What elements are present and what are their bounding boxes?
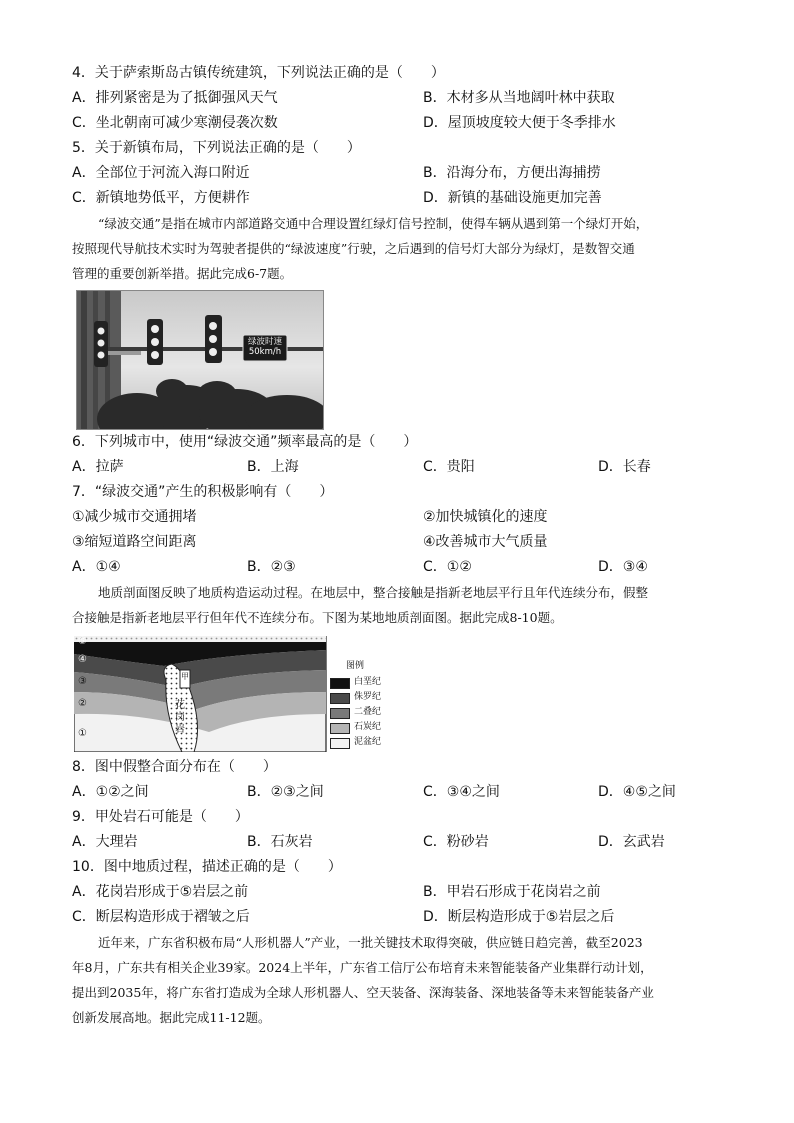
- legend-label-5: 泥盆纪: [354, 737, 382, 747]
- layer-label-2: ②: [78, 698, 87, 709]
- q9-option-a[interactable]: A．大理岩: [72, 834, 138, 850]
- q4-option-a[interactable]: A．排列紧密是为了抵御强风天气: [72, 90, 278, 106]
- q9-stem: 9．甲处岩石可能是（ ）: [72, 809, 249, 825]
- q10-stem: 10．图中地质过程，描述正确的是（ ）: [72, 859, 342, 875]
- sign-line1: 绿波时速: [247, 337, 282, 347]
- granite-label: [173, 700, 187, 736]
- q7-item-3: ③缩短道路空间距离: [72, 534, 197, 550]
- passage2-line1: 地质剖面图反映了地质构造运动过程。在地层中，整合接触是指新老地层平行且年代连续分布，假整: [98, 585, 649, 600]
- passage3-line4: 创新发展高地。据此完成11-12题。: [72, 1010, 271, 1025]
- q7-option-c[interactable]: C．①②: [423, 559, 472, 575]
- layer-label-3: ③: [78, 676, 87, 687]
- passage1-line2: 按照现代导航技术实时为驾驶者提供的“绿波速度”行驶，之后遇到的信号灯大部分为绿灯，是数智交通: [72, 241, 635, 256]
- passage-robots: [72, 930, 722, 1030]
- q5-stem: 5．关于新镇布局，下列说法正确的是（ ）: [72, 140, 361, 156]
- q8-option-d[interactable]: D．④⑤之间: [598, 784, 676, 800]
- q7-item-1: ①减少城市交通拥堵: [72, 509, 197, 525]
- passage3-line1: 近年来，广东省积极布局“人形机器人”产业，一批关键技术取得突破，供应链日趋完善，截至2023: [98, 935, 643, 950]
- granite-char-1: 花: [175, 700, 185, 711]
- q10-option-a[interactable]: A．花岗岩形成于⑤岩层之前: [72, 884, 249, 900]
- q4-option-b[interactable]: B．木材多从当地阔叶林中获取: [423, 90, 615, 106]
- q8-stem: 8．图中假整合面分布在（ ）: [72, 759, 277, 775]
- passage-geology: [72, 580, 722, 630]
- legend-swatch-4: [330, 723, 350, 734]
- legend-swatch-1: [330, 678, 350, 689]
- q9-option-b[interactable]: B．石灰岩: [247, 834, 313, 850]
- q7-option-d[interactable]: D．③④: [598, 559, 648, 575]
- q7-item-4: ④改善城市大气质量: [423, 534, 548, 550]
- passage1-line1: “绿波交通”是指在城市内部道路交通中合理设置红绿灯信号控制，使得车辆从遇到第一个绿灯开始，: [98, 216, 649, 231]
- q8-option-a[interactable]: A．①②之间: [72, 784, 149, 800]
- q5-option-c[interactable]: C．新镇地势低平，方便耕作: [72, 190, 250, 206]
- passage2-line2: 合接触是指新老地层平行但年代不连续分布。下图为某地地质剖面图。据此完成8-10题。: [72, 610, 563, 625]
- q6-option-d[interactable]: D．长春: [598, 459, 651, 475]
- q7-stem: 7．“绿波交通”产生的积极影响有（ ）: [72, 484, 334, 500]
- traffic-light-photo: [76, 290, 324, 430]
- legend-swatch-3: [330, 708, 350, 719]
- q4-stem: 4．关于萨索斯岛古镇传统建筑，下列说法正确的是（ ）: [72, 65, 445, 81]
- q7-option-b[interactable]: B．②③: [247, 559, 296, 575]
- q8-option-c[interactable]: C．③④之间: [423, 784, 500, 800]
- passage1-line3: 管理的重要创新举措。据此完成6-7题。: [72, 266, 293, 281]
- sign-line2: 50km/h: [248, 347, 282, 357]
- q5-option-b[interactable]: B．沿海分布，方便出海捕捞: [423, 165, 601, 181]
- passage3-line2: 年8月，广东共有相关企业39家。2024上半年，广东省工信厅公布培育未来智能装备产业集群行动计划，: [72, 960, 653, 975]
- legend-label-2: 侏罗纪: [354, 692, 382, 702]
- legend-label-4: 石炭纪: [354, 722, 382, 732]
- layer-label-1: ①: [78, 728, 87, 739]
- q9-option-d[interactable]: D．玄武岩: [598, 834, 665, 850]
- q9-option-c[interactable]: C．粉砂岩: [423, 834, 489, 850]
- q7-option-a[interactable]: A．①④: [72, 559, 121, 575]
- q10-option-d[interactable]: D．断层构造形成于⑤岩层之后: [423, 909, 615, 925]
- legend-label-3: 二叠纪: [354, 707, 382, 717]
- q4-option-c[interactable]: C．坐北朝南可减少寒潮侵袭次数: [72, 115, 278, 131]
- q10-option-c[interactable]: C．断层构造形成于褶皱之后: [72, 909, 250, 925]
- rock-a-label: 甲: [181, 672, 189, 681]
- q6-option-b[interactable]: B．上海: [247, 459, 299, 475]
- layer-label-5: ⑤: [78, 636, 87, 647]
- q6-stem: 6．下列城市中，使用“绿波交通”频率最高的是（ ）: [72, 434, 418, 450]
- passage-green-wave: [72, 211, 722, 286]
- layer-label-4: ④: [78, 654, 87, 665]
- q7-item-2: ②加快城镇化的速度: [423, 509, 548, 525]
- q5-option-d[interactable]: D．新镇的基础设施更加完善: [423, 190, 602, 206]
- geology-cross-section: [74, 636, 386, 752]
- q10-option-b[interactable]: B．甲岩石形成于花岗岩之前: [423, 884, 601, 900]
- q6-option-a[interactable]: A．拉萨: [72, 459, 124, 475]
- passage3-line3: 提出到2035年，将广东省打造成为全球人形机器人、空天装备、深海装备、深地装备等未来智能装备产业: [72, 985, 654, 1000]
- green-wave-sign: [243, 337, 287, 357]
- q4-option-d[interactable]: D．屋顶坡度较大便于冬季排水: [423, 115, 616, 131]
- granite-char-2: 岗: [175, 712, 185, 723]
- q6-option-c[interactable]: C．贵阳: [423, 459, 475, 475]
- q5-option-a[interactable]: A．全部位于河流入海口附近: [72, 165, 250, 181]
- legend-swatch-5: [330, 738, 350, 749]
- q8-option-b[interactable]: B．②③之间: [247, 784, 324, 800]
- legend-label-1: 白垩纪: [354, 677, 382, 687]
- traffic-light-illustration: [77, 291, 323, 429]
- granite-char-3: 岩: [175, 724, 185, 735]
- legend-swatch-2: [330, 693, 350, 704]
- legend-title: 图例: [346, 661, 365, 671]
